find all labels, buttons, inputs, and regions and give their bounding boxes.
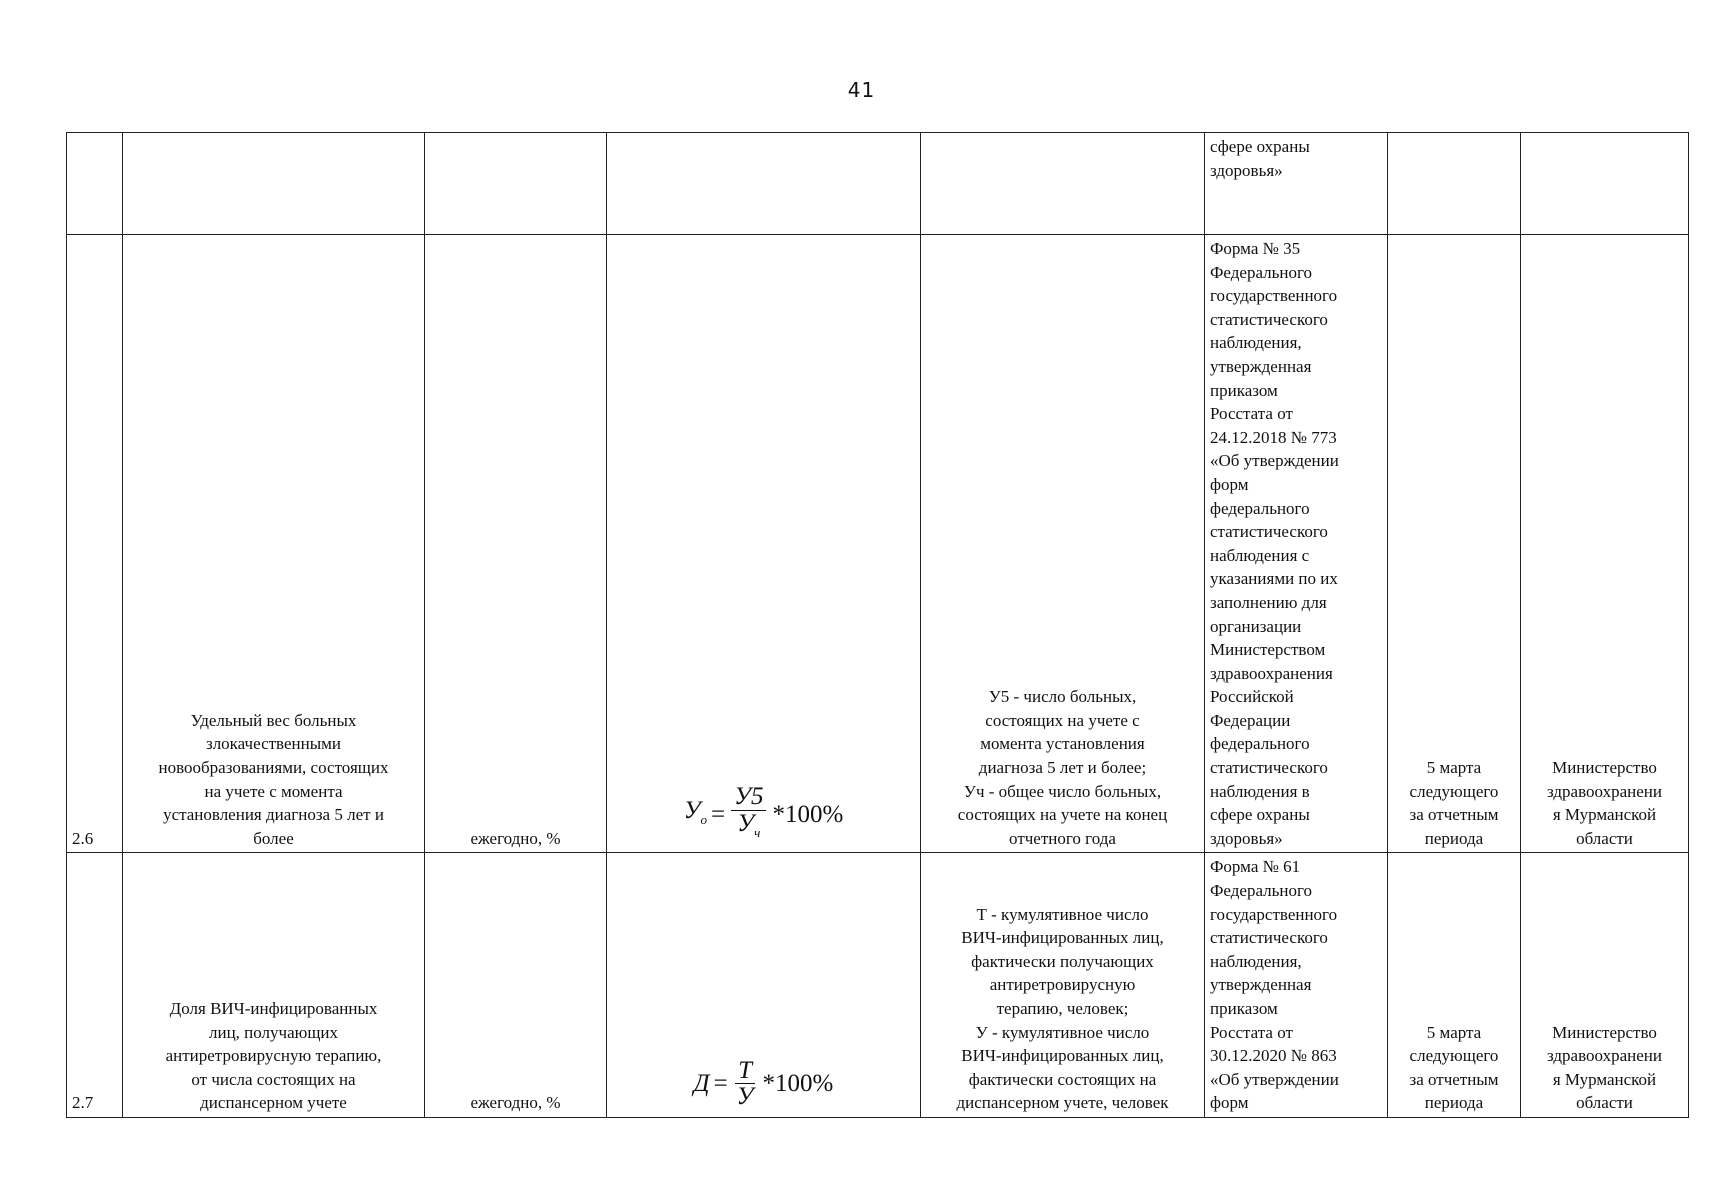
responsible-cell: Министерство здравоохранени я Мурманской области — [1521, 235, 1689, 853]
formula-denominator: У — [736, 1083, 754, 1111]
formula-tail: *100% — [762, 1070, 834, 1098]
formula-lhs: Д — [693, 1070, 710, 1098]
formula-cell — [607, 853, 921, 1118]
cell-empty — [1388, 133, 1521, 235]
table-row-2-6 — [67, 235, 1689, 853]
source-cell: Форма № 35 Федерального государственного статистического наблюдения, утвержденная приказом Росстата от 24.12.2018 № 773 «Об утверждении форм федерального статистического наблюдения с указаниями по их заполнению для организации Министерством здравоохранения Российской Федерации федерального статистического наблюдения в сфере охраны здоровья» — [1205, 235, 1388, 853]
formula-lhs: $У_о$ — [683, 796, 708, 827]
cell-empty — [921, 133, 1205, 235]
formula-2-6 — [684, 785, 844, 844]
indicator-name-cell: Удельный вес больных злокачественными новообразованиями, состоящих на учете с момента установления диагноза 5 лет и более — [123, 235, 425, 853]
formula-numerator: У5 — [731, 785, 766, 811]
row-number-cell: 2.7 — [67, 853, 123, 1118]
responsible-cell: Министерство здравоохранени я Мурманской области — [1521, 853, 1689, 1118]
cell-empty — [425, 133, 607, 235]
deadline-cell: 5 марта следующего за отчетным периода — [1388, 853, 1521, 1118]
table-row-2-7 — [67, 853, 1689, 1118]
frequency-cell: ежегодно, % — [425, 853, 607, 1118]
formula-numerator: Т — [735, 1059, 755, 1085]
formula-fraction — [734, 1056, 757, 1111]
equals-sign: = — [711, 801, 726, 829]
cell-empty — [607, 133, 921, 235]
variables-cell: У5 - число больных, состоящих на учете с момента установления диагноза 5 лет и более; Уч - общее число больных, состоящих на учете на конец отчетного года — [921, 235, 1205, 853]
page-number: 41 — [847, 78, 876, 102]
variables-cell: Т - кумулятивное число ВИЧ-инфицированных лиц, фактически получающих антиретровирусную терапию, человек; У - кумулятивное число ВИЧ-инфицированных лиц, фактически состоящих на диспансерном учете, человек — [921, 853, 1205, 1118]
formula-denominator: $У_ч$ — [737, 809, 761, 840]
formula-fraction — [731, 785, 766, 844]
equals-sign: = — [713, 1070, 728, 1098]
source-continuation-cell: сфере охраны здоровья» — [1205, 133, 1388, 235]
frequency-cell: ежегодно, % — [425, 235, 607, 853]
indicators-table — [66, 132, 1689, 1118]
formula-2-7 — [693, 1056, 834, 1111]
cell-empty — [123, 133, 425, 235]
row-number-cell: 2.6 — [67, 235, 123, 853]
formula-cell — [607, 235, 921, 853]
cell-empty — [67, 133, 123, 235]
source-cell: Форма № 61 Федерального государственного статистического наблюдения, утвержденная приказом Росстата от 30.12.2020 № 863 «Об утверждении форм — [1205, 853, 1388, 1118]
cell-empty — [1521, 133, 1689, 235]
indicator-name-cell: Доля ВИЧ-инфицированных лиц, получающих антиретровирусную терапию, от числа состоящих на диспансерном учете — [123, 853, 425, 1118]
deadline-cell: 5 марта следующего за отчетным периода — [1388, 235, 1521, 853]
table-row-continuation — [67, 133, 1689, 235]
formula-tail: *100% — [772, 801, 844, 829]
